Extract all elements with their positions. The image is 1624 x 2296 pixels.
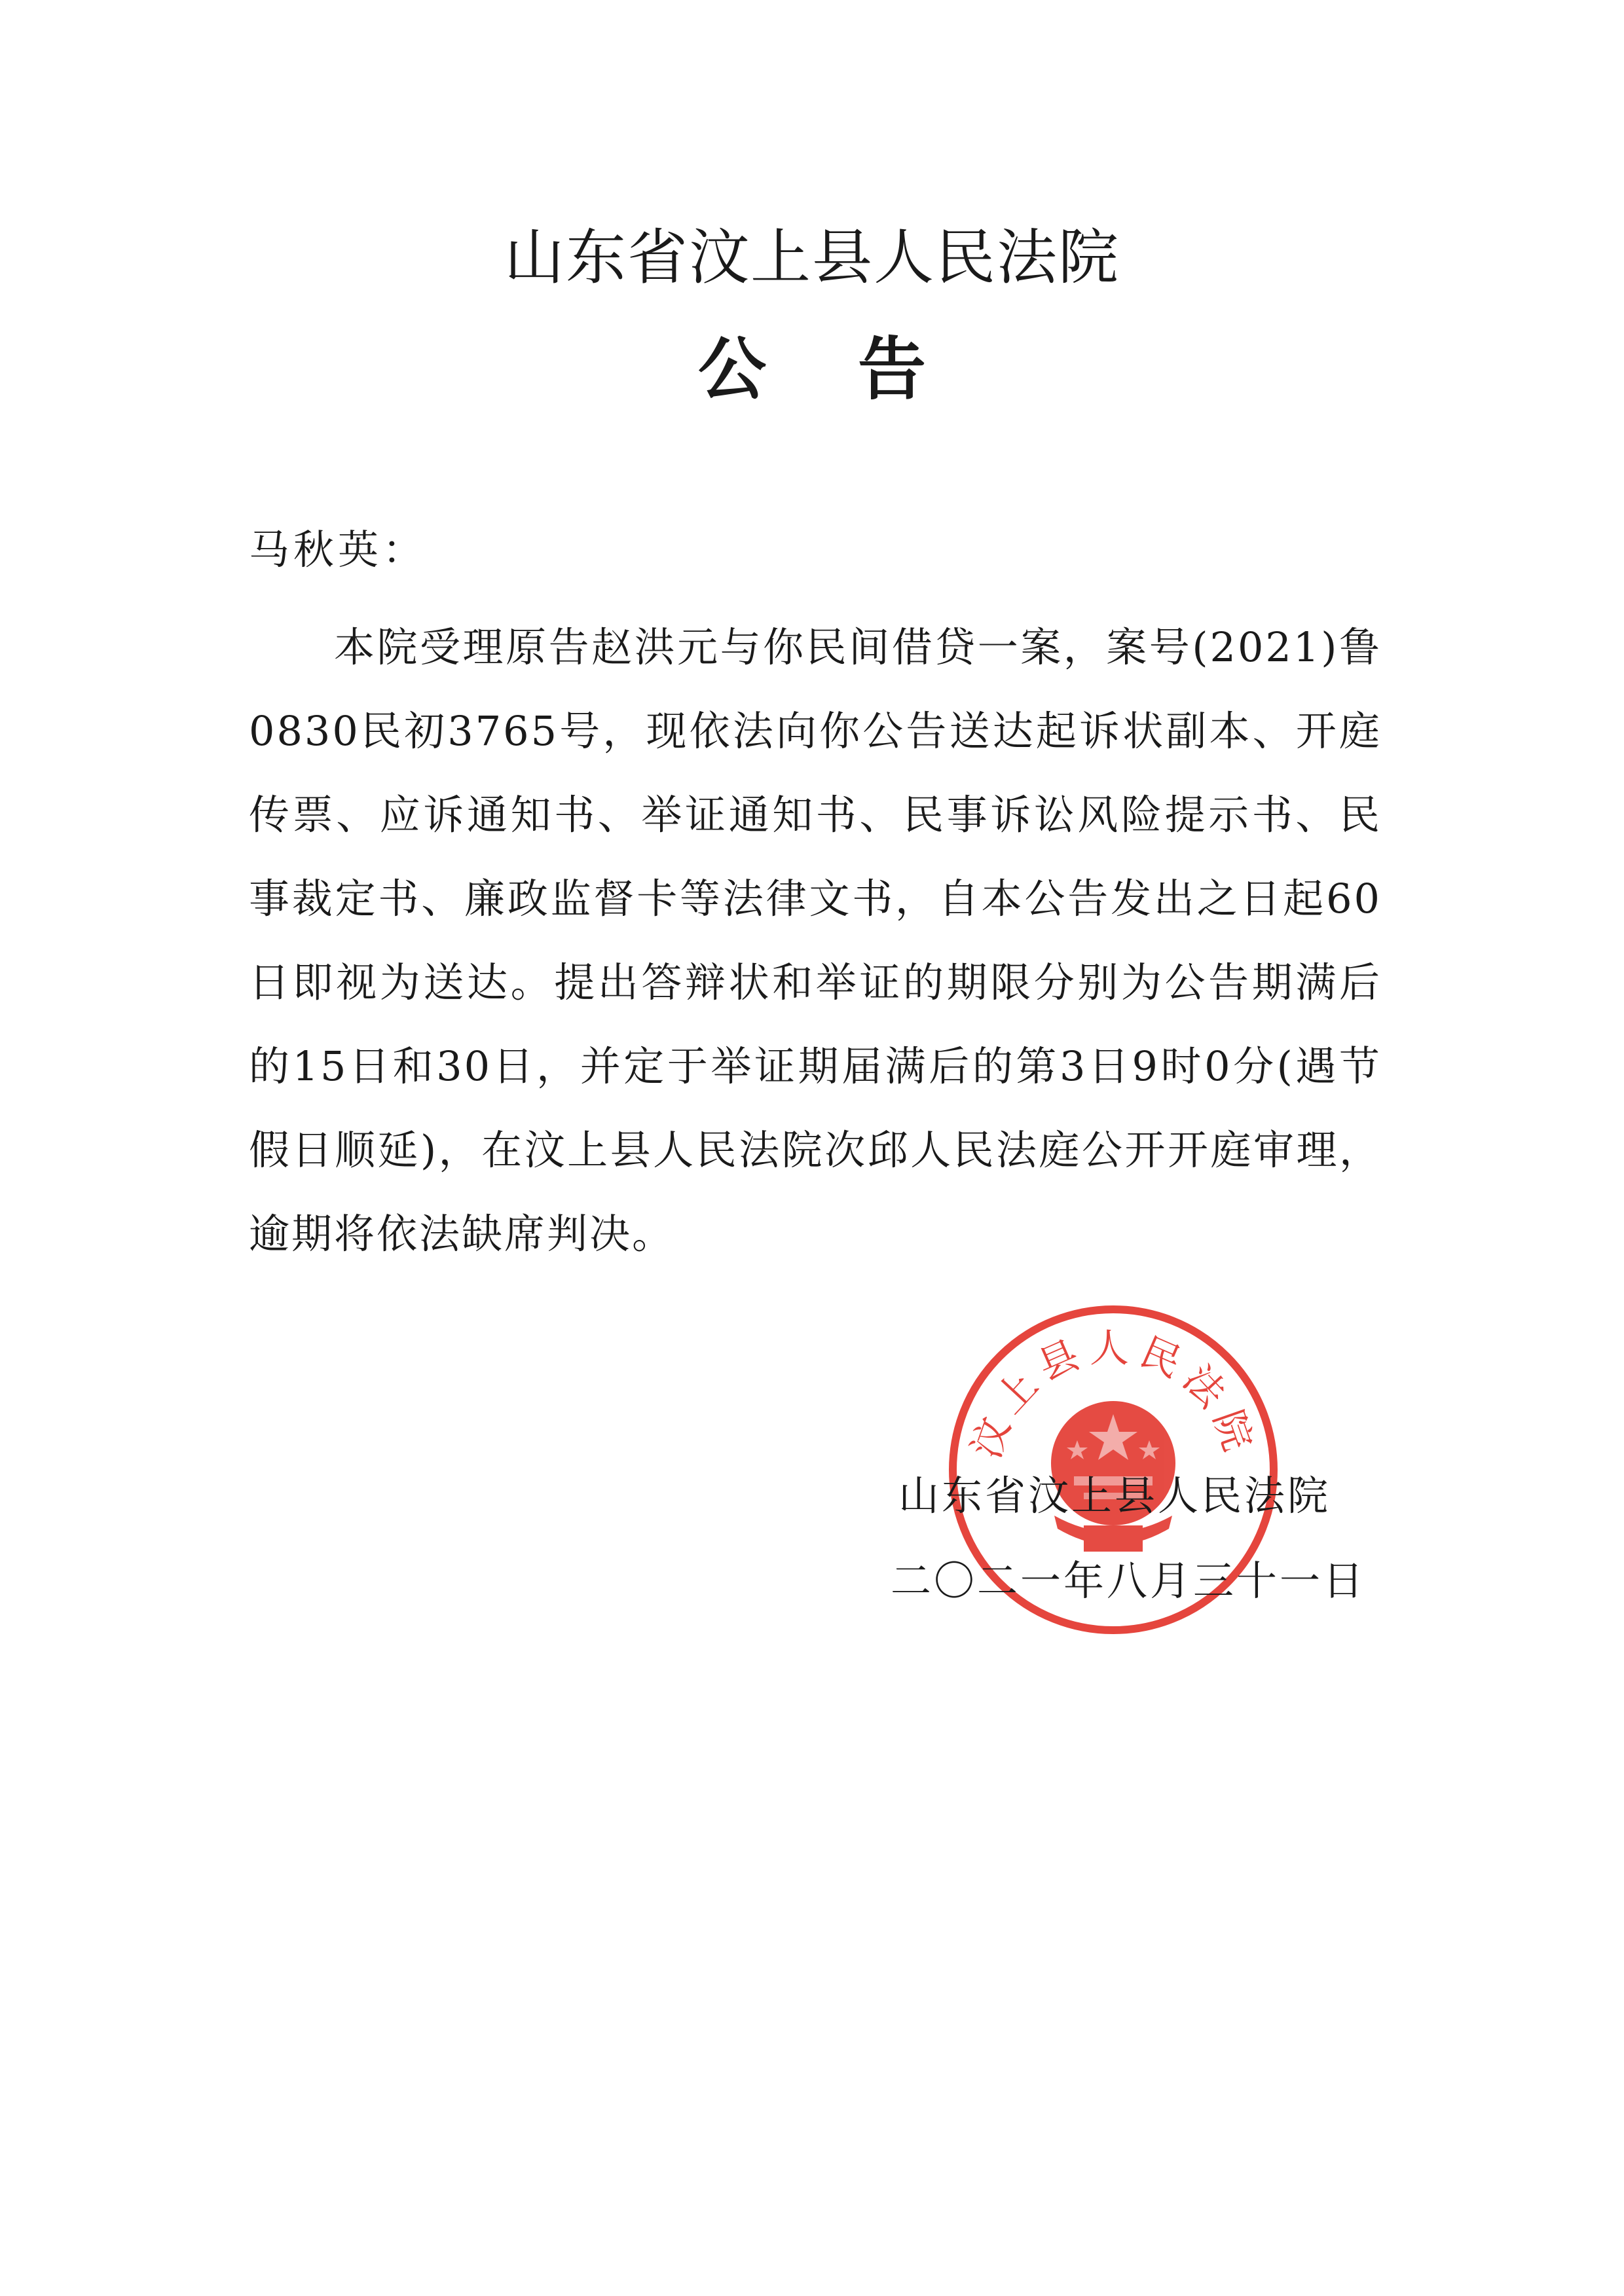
addressee: 马秋英：	[249, 526, 428, 574]
notice-body: 本院受理原告赵洪元与你民间借贷一案，案号(2021)鲁0830民初3765号，现依法向你公告送达起诉状副本、开庭传票、应诉通知书、举证通知书、民事诉讼风险提示书、民事裁定书、廉政监督卡等法律文书，自本公告发出之日起60日即视为送达。提出答辩状和举证的期限分别为公告期满后的15日和30日，并定于举证期届满后的第3日9时0分(遇节假日顺延)，在汶上县人民法院次邱人民法庭公开开庭审理，逾期将依法缺席判决。	[249, 623, 1382, 1258]
seal-arc-text: 汶上县人民法院	[963, 1325, 1264, 1465]
signature-court-name: 山东省汶上县人民法院	[898, 1472, 1331, 1520]
signature-date: 二〇二一年八月三十一日	[891, 1557, 1367, 1605]
court-title: 山东省汶上县人民法院	[504, 223, 1120, 293]
document-type-heading: 公告	[697, 329, 1018, 409]
signature-block	[891, 1453, 1388, 1624]
